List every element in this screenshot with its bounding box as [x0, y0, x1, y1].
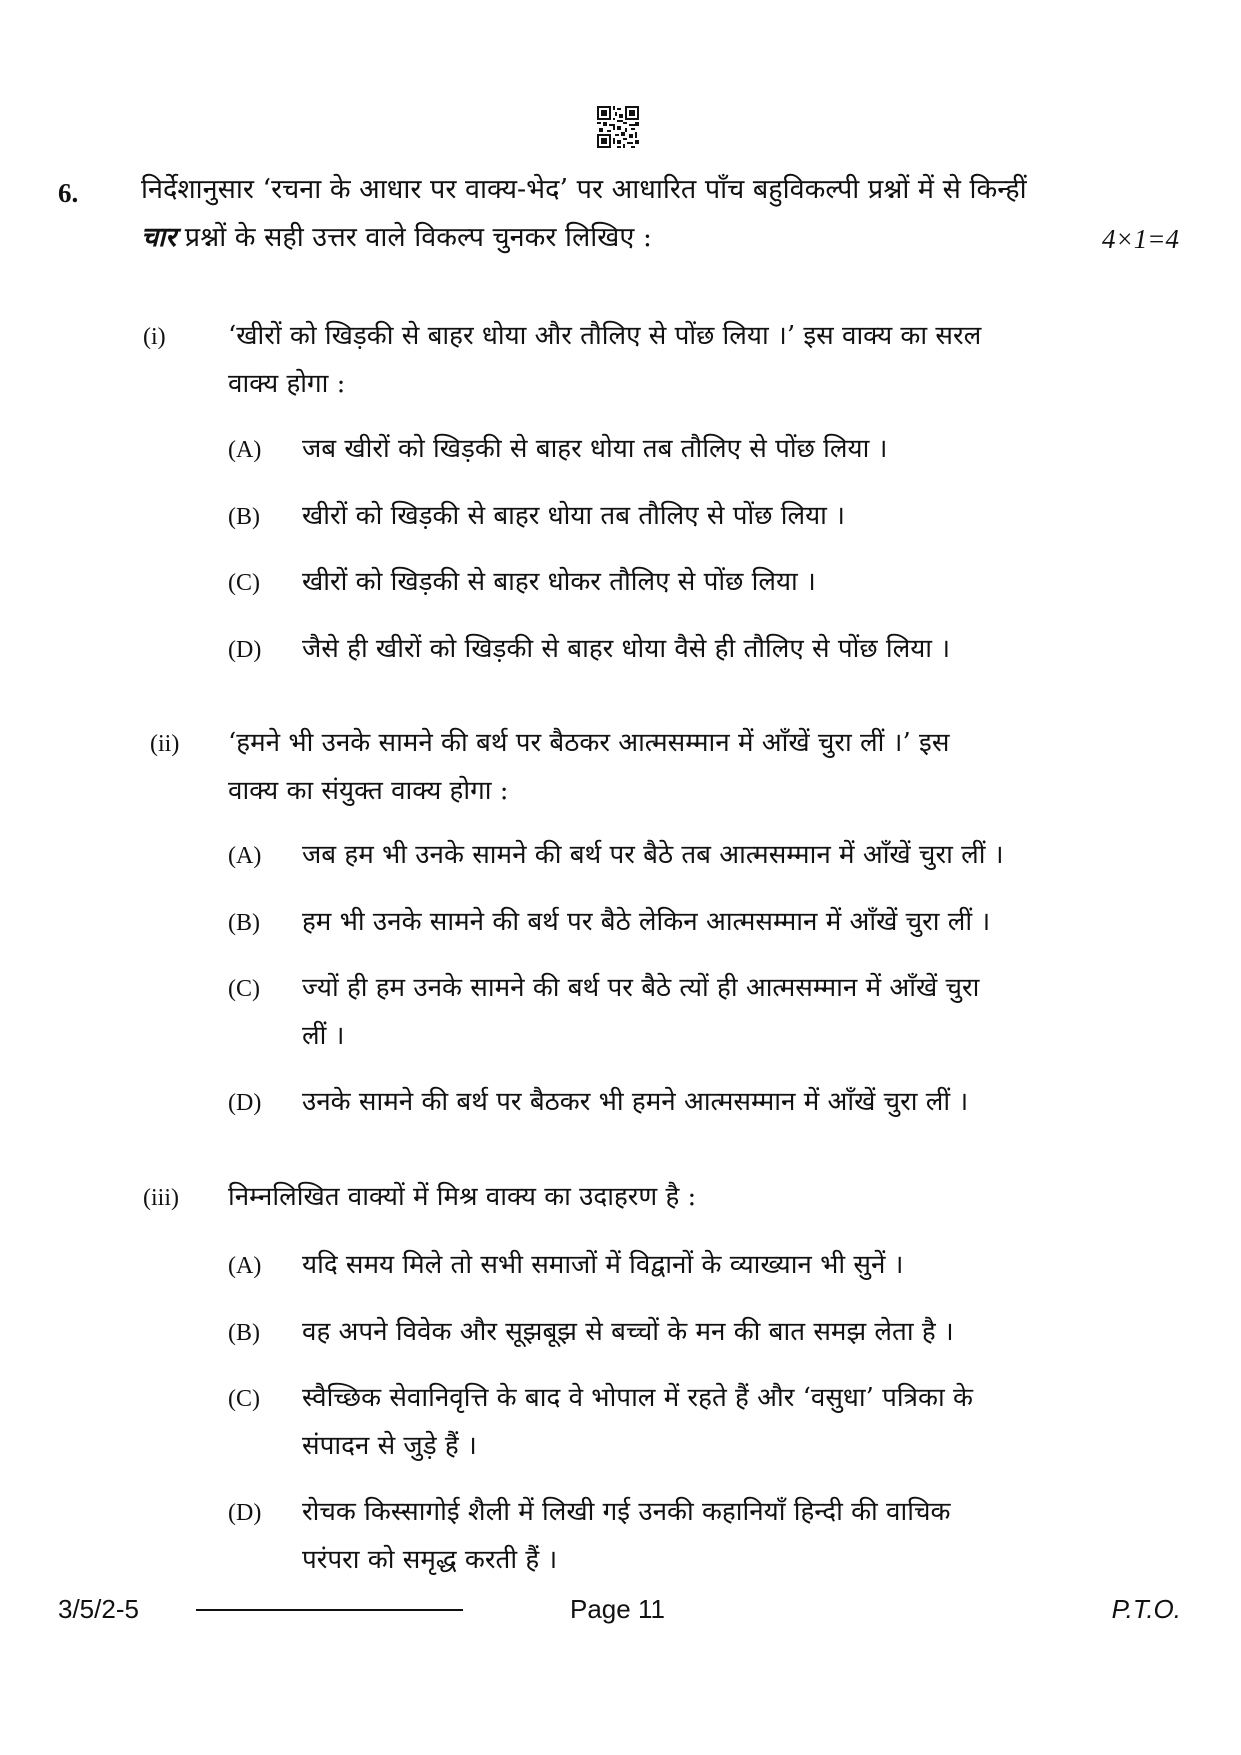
qr-code-icon	[597, 106, 639, 148]
option-label: (A)	[228, 843, 262, 869]
sub-question-text-line1: ‘हमने भी उनके सामने की बर्थ पर बैठकर आत्मसम्मान में आँखें चुरा लीं ।’ इस	[228, 728, 950, 758]
sub-question-text-line2: वाक्य का संयुक्त वाक्य होगा :	[228, 776, 509, 806]
option-label: (B)	[228, 1320, 260, 1346]
option-text-continued: लीं ।	[302, 1021, 345, 1051]
question-number: 6.	[58, 178, 79, 208]
option-text: जब हम भी उनके सामने की बर्थ पर बैठे तब आत्मसम्मान में आँखें चुरा लीं ।	[302, 840, 1004, 870]
option-text: उनके सामने की बर्थ पर बैठकर भी हमने आत्मसम्मान में आँखें चुरा लीं ।	[302, 1087, 969, 1117]
option-text: रोचक किस्सागोई शैली में लिखी गई उनकी कहानियाँ हिन्दी की वाचिक	[302, 1497, 951, 1527]
option-label: (A)	[228, 437, 262, 463]
sub-question-label: (i)	[143, 324, 166, 350]
option-text-continued: संपादन से जुड़े हैं ।	[302, 1431, 477, 1461]
option-text: खीरों को खिड़की से बाहर धोकर तौलिए से पोंछ लिया ।	[302, 567, 816, 597]
question-stem-line1: निर्देशानुसार ‘रचना के आधार पर वाक्य-भेद’ पर आधारित पाँच बहुविकल्पी प्रश्नों में से किन्हीं	[141, 174, 1027, 205]
option-text-continued: परंपरा को समृद्ध करती हैं ।	[302, 1545, 558, 1575]
option-text: हम भी उनके सामने की बर्थ पर बैठे लेकिन आत्मसम्मान में आँखें चुरा लीं ।	[302, 907, 991, 937]
option-label: (C)	[228, 570, 260, 596]
option-text: जैसे ही खीरों को खिड़की से बाहर धोया वैसे ही तौलिए से पोंछ लिया ।	[302, 634, 951, 664]
sub-question-text-line1: ‘खीरों को खिड़की से बाहर धोया और तौलिए से पोंछ लिया ।’ इस वाक्य का सरल	[228, 321, 982, 351]
option-label: (B)	[228, 910, 260, 936]
option-label: (D)	[228, 637, 262, 663]
question-stem-line2	[141, 220, 652, 256]
option-label: (D)	[228, 1500, 262, 1526]
option-text: यदि समय मिले तो सभी समाजों में विद्वानों के व्याख्यान भी सुनें ।	[302, 1250, 904, 1280]
paper-code: 3/5/2-5	[58, 1594, 139, 1624]
option-text: जब खीरों को खिड़की से बाहर धोया तब तौलिए से पोंछ लिया ।	[302, 434, 888, 464]
footer-divider	[196, 1609, 463, 1611]
page-number: Page 11	[570, 1594, 665, 1624]
option-text: ज्यों ही हम उनके सामने की बर्थ पर बैठे त्यों ही आत्मसम्मान में आँखें चुरा	[302, 973, 980, 1003]
stem-rest: प्रश्नों के सही उत्तर वाले विकल्प चुनकर लिखिए :	[176, 222, 652, 253]
please-turn-over: P.T.O.	[1111, 1594, 1181, 1624]
sub-question-text-line2: वाक्य होगा :	[228, 369, 346, 399]
stem-emphasis: चार	[141, 222, 177, 253]
marks-scheme: 4×1=4	[1102, 224, 1179, 254]
option-text: स्वैच्छिक सेवानिवृत्ति के बाद वे भोपाल में रहते हैं और ‘वसुधा’ पत्रिका के	[302, 1383, 973, 1413]
option-text: खीरों को खिड़की से बाहर धोया तब तौलिए से पोंछ लिया ।	[302, 501, 846, 531]
sub-question-text-line1: निम्नलिखित वाक्यों में मिश्र वाक्य का उदाहरण है :	[228, 1182, 697, 1212]
sub-question-label: (ii)	[150, 731, 180, 757]
option-label: (D)	[228, 1090, 262, 1116]
option-label: (C)	[228, 1386, 260, 1412]
option-label: (A)	[228, 1253, 262, 1279]
option-label: (C)	[228, 976, 260, 1002]
option-text: वह अपने विवेक और सूझबूझ से बच्चों के मन की बात समझ लेता है ।	[302, 1317, 954, 1347]
sub-question-label: (iii)	[143, 1185, 179, 1211]
option-label: (B)	[228, 504, 260, 530]
